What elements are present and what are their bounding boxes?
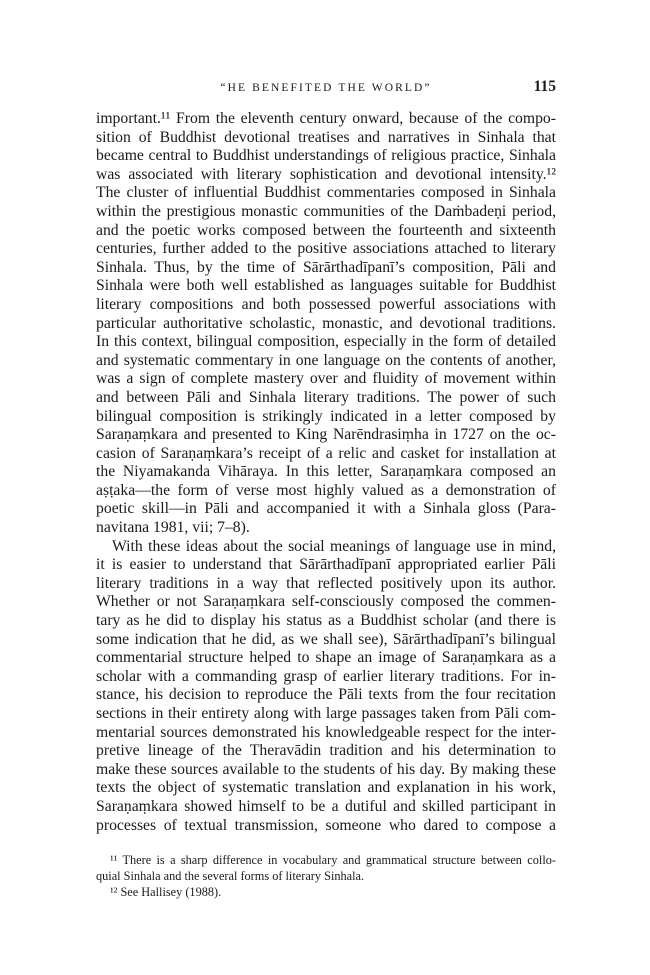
text-line: and between Pāli and Sinhala literary traditions. The power of such	[96, 388, 556, 406]
text-line: poetic skill—in Pāli and accompanied it with a Sinhala gloss (Para-	[96, 500, 556, 518]
text-line: literary compositions and both possessed powerful associations with	[96, 295, 556, 313]
text-line: mentarial sources demonstrated his knowledgeable respect for the inter-	[96, 723, 556, 741]
body-text	[96, 110, 556, 835]
text-line: important.¹¹ From the eleventh century onward, because of the compo-	[96, 110, 556, 127]
text-line: make these sources available to the students of his day. By making these	[96, 760, 556, 778]
footnotes	[96, 852, 556, 900]
paragraph-1	[96, 110, 556, 538]
text-line: aṣṭaka—the form of verse most highly valued as a demonstration of	[96, 481, 556, 499]
text-line: Saraṇaṃkara showed himself to be a dutiful and skilled participant in	[96, 797, 556, 815]
text-line: and systematic commentary in one language on the contents of another,	[96, 351, 556, 369]
text-line: became central to Buddhist understandings of religious practice, Sinhala	[96, 147, 556, 165]
text-line: sections in their entirety along with large passages taken from Pāli com-	[96, 705, 556, 722]
text-line: processes of textual transmission, someone who dared to compose a	[96, 816, 556, 834]
text-line: and the poetic works composed between the fourteenth and sixteenth	[96, 221, 556, 239]
paragraph-2	[96, 538, 556, 836]
text-line: the Niyamakanda Vihāraya. In this letter, Saraṇaṃkara composed an	[96, 463, 556, 481]
text-line: texts the object of systematic translation and explanation in his work,	[96, 779, 556, 797]
footnote-11	[96, 852, 556, 884]
text-line: it is easier to understand that Sārārthadīpanī appropriated earlier Pāli	[96, 556, 556, 574]
text-line: Saraṇaṃkara and presented to King Narēndrasiṃha in 1727 on the oc-	[96, 426, 556, 444]
text-line: casion of Saraṇaṃkara’s receipt of a relic and casket for installation at	[96, 444, 556, 462]
book-page	[96, 78, 556, 835]
text-line: stance, his decision to reproduce the Pāli texts from the four recitation	[96, 686, 556, 704]
running-title: “HE BENEFITED THE WORLD”	[220, 82, 432, 94]
text-line: literary traditions in a way that reflected positively upon its author.	[96, 574, 556, 592]
footnote-12	[96, 884, 556, 900]
text-line: was a sign of complete mastery over and fluidity of movement within	[96, 370, 556, 388]
text-line: In this context, bilingual composition, especially in the form of detailed	[96, 333, 556, 351]
text-line: The cluster of influential Buddhist commentaries composed in Sinhala	[96, 184, 556, 202]
text-line: commentarial structure helped to shape an image of Saraṇaṃkara as a	[96, 649, 556, 667]
text-line: pretive lineage of the Theravādin tradition and his determination to	[96, 742, 556, 760]
footnote-line: ¹¹ There is a sharp difference in vocabulary and grammatical structure between collo-	[110, 853, 556, 867]
text-line: particular authoritative scholastic, monastic, and devotional traditions.	[96, 314, 556, 332]
text-line: tary as he did to display his status as a Buddhist scholar (and there is	[96, 612, 556, 630]
text-line: some indication that he did, as we shall see), Sārārthadīpanī’s bilingual	[96, 630, 556, 648]
text-line: centuries, further added to the positive associations attached to literary	[96, 240, 556, 258]
text-line: Whether or not Saraṇaṃkara self-consciously composed the commen-	[96, 593, 556, 611]
text-line: sition of Buddhist devotional treatises and narratives in Sinhala that	[96, 128, 556, 146]
text-line: With these ideas about the social meanings of language use in mind,	[112, 537, 556, 555]
text-line: Sinhala. Thus, by the time of Sārārthadīpanī’s composition, Pāli and	[96, 258, 556, 276]
text-line: scholar with a commanding grasp of earlier literary traditions. For in-	[96, 667, 556, 685]
text-line: navitana 1981, vii; 7–8).	[96, 519, 250, 537]
running-head	[96, 78, 556, 102]
text-line: was associated with literary sophistication and devotional intensity.¹²	[96, 165, 556, 183]
footnote-line: quial Sinhala and the several forms of literary Sinhala.	[96, 869, 365, 883]
text-line: within the prestigious monastic communities of the Daṁbadeṇi period,	[96, 202, 556, 220]
footnote-line: ¹² See Hallisey (1988).	[110, 885, 222, 899]
text-line: bilingual composition is strikingly indicated in a letter composed by	[96, 407, 556, 425]
page-number: 115	[533, 78, 556, 95]
text-line: Sinhala were both well established as languages suitable for Buddhist	[96, 277, 556, 295]
